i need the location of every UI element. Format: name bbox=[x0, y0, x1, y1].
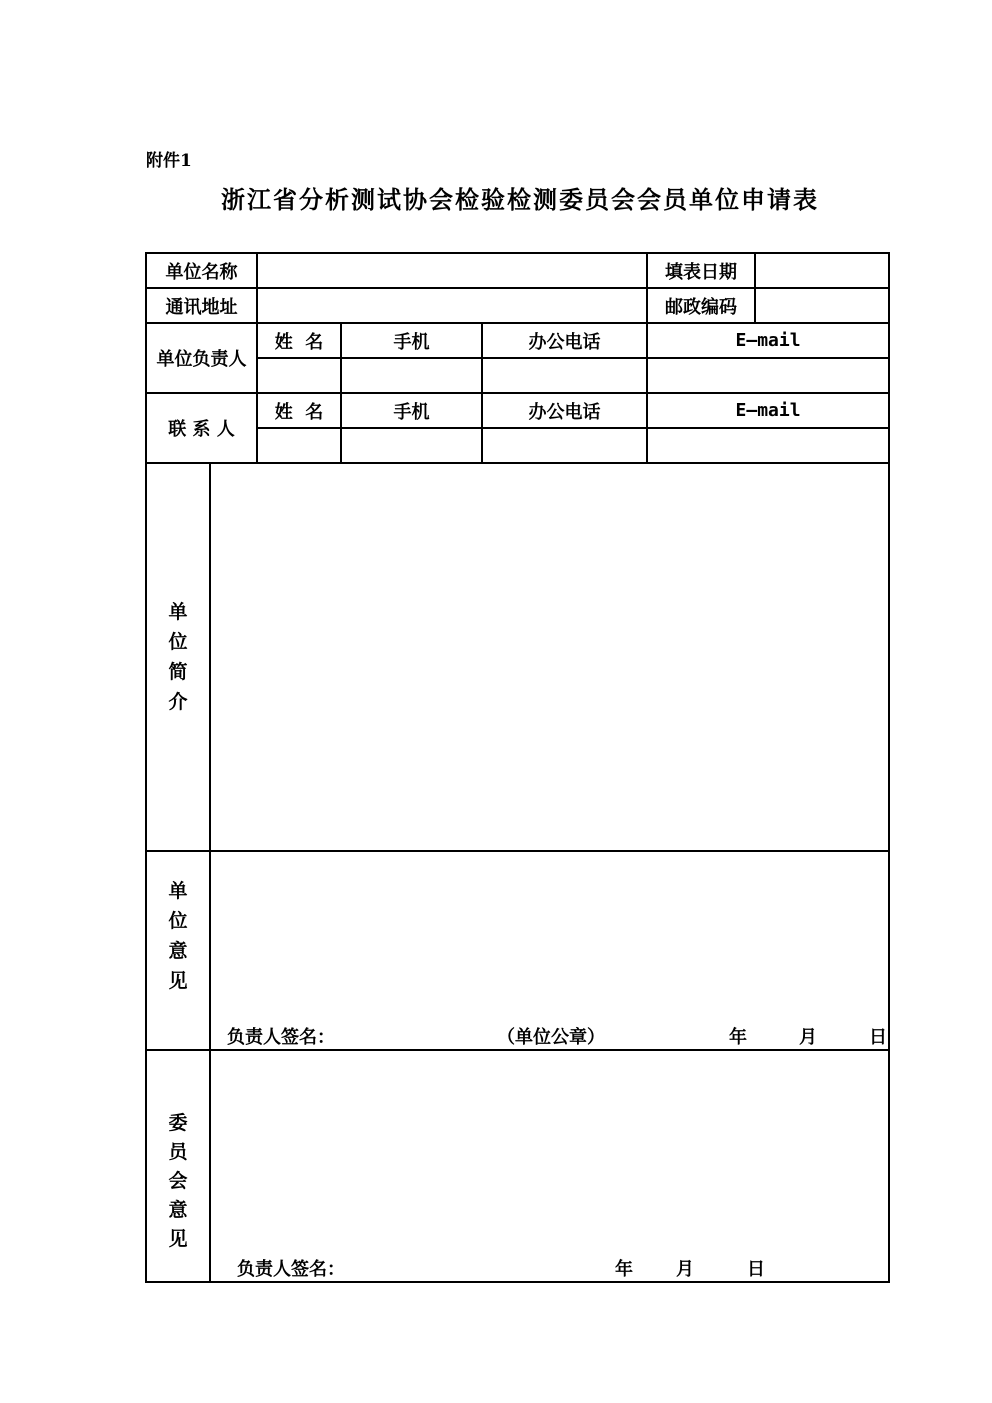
contact-name-header: 姓 名 bbox=[257, 393, 341, 428]
unit-leader-header-row bbox=[146, 323, 889, 358]
leader-email-field[interactable] bbox=[647, 358, 889, 393]
address-field[interactable] bbox=[257, 288, 647, 323]
postcode-field[interactable] bbox=[755, 288, 889, 323]
committee-opinion-row bbox=[146, 1050, 889, 1282]
unit-leader-label: 单位负责人 bbox=[146, 323, 257, 393]
committee-opinion-year-label: 年 bbox=[615, 1259, 633, 1280]
unit-opinion-signer-label: 负责人签名： bbox=[227, 1027, 335, 1048]
contact-label: 联 系 人 bbox=[146, 393, 257, 463]
unit-seal-label: （单位公章） bbox=[497, 1027, 605, 1048]
committee-opinion-day-label: 日 bbox=[747, 1259, 765, 1280]
leader-name-header: 姓 名 bbox=[257, 323, 341, 358]
unit-name-label: 单位名称 bbox=[146, 253, 257, 288]
unit-opinion-label-cell bbox=[146, 851, 210, 1050]
intro-label: 单位简介 bbox=[168, 601, 188, 713]
leader-office-phone-header: 办公电话 bbox=[482, 323, 647, 358]
unit-name-field[interactable] bbox=[257, 253, 647, 288]
address-label: 通讯地址 bbox=[146, 288, 257, 323]
contact-office-phone-field[interactable] bbox=[482, 428, 647, 463]
unit-opinion-row bbox=[146, 851, 889, 1050]
form-title: 浙江省分析测试协会检验检测委员会会员单位申请表 bbox=[221, 186, 819, 214]
committee-opinion-label: 委员会意见 bbox=[168, 1111, 188, 1250]
leader-mobile-header: 手机 bbox=[341, 323, 482, 358]
application-form-table bbox=[145, 252, 890, 1283]
unit-opinion-year-label: 年 bbox=[729, 1027, 747, 1048]
contact-office-phone-header: 办公电话 bbox=[482, 393, 647, 428]
unit-opinion-field[interactable] bbox=[210, 851, 889, 1050]
unit-opinion-label: 单位意见 bbox=[168, 879, 188, 992]
contact-email-header: E—mail bbox=[647, 393, 889, 428]
postcode-label: 邮政编码 bbox=[647, 288, 755, 323]
intro-row bbox=[146, 463, 889, 851]
leader-mobile-field[interactable] bbox=[341, 358, 482, 393]
unit-leader-input-row bbox=[146, 358, 889, 393]
contact-input-row bbox=[146, 428, 889, 463]
contact-name-field[interactable] bbox=[257, 428, 341, 463]
intro-label-cell bbox=[146, 463, 210, 851]
committee-opinion-signer-label: 负责人签名： bbox=[237, 1259, 345, 1280]
leader-email-header: E—mail bbox=[647, 323, 889, 358]
address-row bbox=[146, 288, 889, 323]
unit-name-row bbox=[146, 253, 889, 288]
leader-office-phone-field[interactable] bbox=[482, 358, 647, 393]
attachment-label: 附件1 bbox=[146, 151, 192, 171]
committee-opinion-signature-line bbox=[227, 1255, 888, 1281]
unit-opinion-day-label: 日 bbox=[869, 1027, 887, 1048]
contact-header-row bbox=[146, 393, 889, 428]
unit-opinion-signature-line bbox=[227, 1023, 888, 1049]
leader-name-field[interactable] bbox=[257, 358, 341, 393]
committee-opinion-field[interactable] bbox=[210, 1050, 889, 1282]
contact-mobile-header: 手机 bbox=[341, 393, 482, 428]
committee-opinion-month-label: 月 bbox=[676, 1259, 694, 1280]
committee-opinion-label-cell bbox=[146, 1050, 210, 1282]
contact-mobile-field[interactable] bbox=[341, 428, 482, 463]
unit-opinion-month-label: 月 bbox=[799, 1027, 817, 1048]
contact-email-field[interactable] bbox=[647, 428, 889, 463]
intro-field[interactable] bbox=[210, 463, 889, 851]
fill-date-field[interactable] bbox=[755, 253, 889, 288]
fill-date-label: 填表日期 bbox=[647, 253, 755, 288]
